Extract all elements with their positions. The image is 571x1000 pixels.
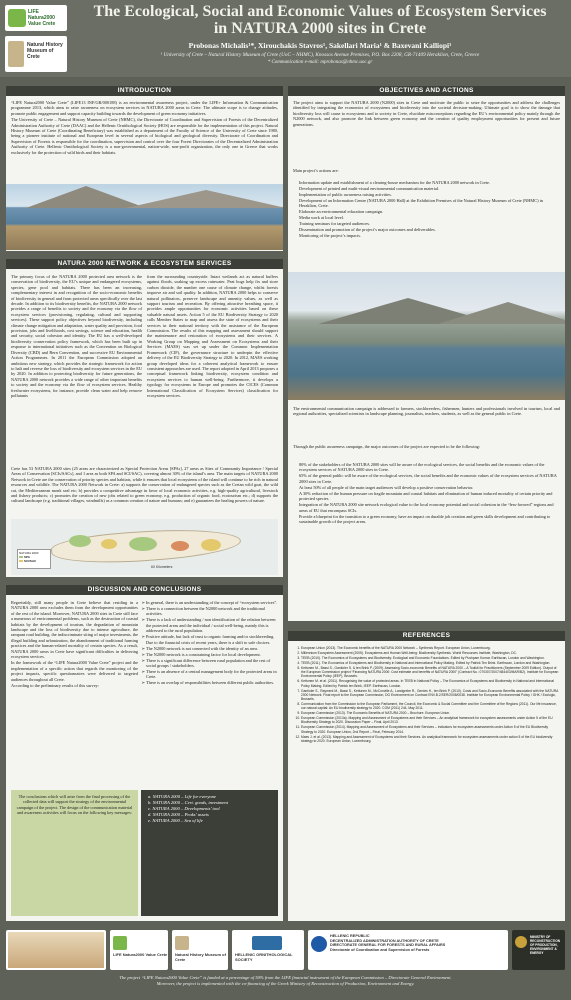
reference-item: 5. Kettunen M., Bassi S., Gantioler S. & ten Brink P. (2009). Assessing Socio-economic Benefits of NATURA 2000 – A Toolkit for Practitioners (September 2009 Edition). Output of the European Commission project “Financing NATURA 2000: Cost estimate and benefits of NATURA 2000” (Contract No.: 070307/2007/484403/MAR/B2). Institute for European Environmental Policy (IEEP), Brussels. [301,666,561,679]
poster-header [0,0,571,77]
discussion-paragraph: In the framework of the “LIFE Natura2000 Value Crete” project and the implementation of a specific action that regards the monitoring of the project impacts, specific questionnaires were delivered to targeted audiences throughout all Crete. [11,660,138,682]
objectives-text: The project aims to support the NATURA 2000 (N2000) sites in Crete and motivate the public to seize the opportunities and address the challenges identified by integrating the economics of ecosystems and biodiversity into the societal decision-making. Ultimate goal is to show the damage that biodiversity loss will cause to ecosystems and to society in Crete, elucidate misconceptions regarding the EU’s environmental policy mainly through the N2000 network, and also promote the link between green economy and the creation of quality employment opportunities for present and future generations. [293,100,560,127]
list-item: ➢ There is an overlap of responsibilities between different public authorities. [146,680,278,685]
communication-email: * Communication e-mail: mprobonas@nhmc.uoc.gr [267,60,373,65]
museum-logo [5,36,67,72]
list-item: ▪ Integration of the NATURA 2000 site network ecological value to the local economy potential and social cohesion in the “less-favored” regions and areas of EU that encompass SCIs. [299,502,560,513]
crete-village-photo [6,930,106,970]
museum-logo-footer [172,930,228,970]
logo-text: Directorate of Coordination and Supervision of Forests [330,947,430,952]
reference-item: 12. Maes J. et al. (2013). Mapping and Assessment of Ecosystems and their Services. An analytical framework for ecosystem assessments under action 5 of the EU biodiversity strategy to 2020. European Union, Luxembourg. [301,735,561,743]
reference-item: 7. Gantioler S., Rayment M., Bassi S., Kettunen M., McConville A., Landgrebe R., Gerdes H., ten Brink P. (2010). Costs and Socio-Economic Benefits associated with the NATURA 2000 Network. Final report to the European Commission, DG Environment on Contract ENV.B.2/SER/2008/0038. Institute for European Environmental Policy / GHK / Ecologic, Brussels. [301,689,561,702]
key-message: e. NATURA 2000 – Sea of life [148,818,203,823]
key-message: a. NATURA 2000 – Life for everyone [148,794,217,799]
life-logo-text: LIFE Natura2000 Value Crete [28,9,56,27]
mountain-lake-photo [288,272,565,400]
outcomes-list [293,462,560,618]
reference-item: 11. European Commission (2014). Mapping and Assessment of Ecosystems and their Services – Indicators for ecosystem assessments under Action 5 of the EU Biodiversity Strategy to 2020. European Union, 2nd Report – Final, February 2014. [301,725,561,733]
ministry-emblem-icon [515,936,527,948]
logo-text: HELLENIC ORNITHOLOGICAL SOCIETY [235,952,293,962]
introduction-text [11,100,278,182]
legend-item: SPA [24,555,30,559]
survey-results-list [140,600,278,785]
list-item: ▪ Information update and establishment of a clearing-house mechanism for the NATURA 2000 network in Crete. [299,180,560,185]
outcomes-intro-text: Through the public awareness campaign, the major outcomes of the project are expected to be the following: [293,444,480,449]
actions-list [293,180,560,270]
map-scale: 60 Kilometers [151,565,173,569]
daac-logo [308,930,508,970]
reference-item: 9. European Commission (2013). The Economic Benefits of NATURA 2000 – Brochure. European Union. [301,711,561,715]
bird-icon [252,936,282,950]
list-item: ➢ In general, there is an understanding of the concept of “ecosystem services”. [146,600,278,605]
key-message: c. NATURA 2000 – Developments’ tool [148,806,220,811]
list-item: ▪ Training seminars for targeted audiences. [299,221,560,226]
actions-title: Main project’s actions are: [293,168,339,173]
network-text-col2: from the surrounding countryside. Intact wetlands act as natural buffers against floods, soaking up excess rainwater. Peat bogs help fix and store carbon dioxide, the number one cause of climate change, whilst forests improve air and soil quality. In addition, NATURA 2000 helps to conserve natural pollinators, preserve landscape and amenity values, as well as support tourism and recreation. By offering attractive breathing space, it provides ample opportunities for economic activities based on these valuable natural assets. Action 5 of the EU Biodiversity Strategy to 2020 calls Member States to map and assess the state of ecosystems and their services in their national territory with the assistance of the European Commission. The results of this mapping and assessment should support the maintenance and restoration of ecosystems and their services. A Working Group on Mapping and Assessment on Ecosystems and their Services (MAES) was set up under the Common Implementation Framework (CIF), the governance structure to underpin the effective delivery of the EU Biodiversity Strategy to 2020. In 2012, MAES working group developed ideas for a coherent analytical framework to ensure consistent approaches are used. The report adopted in April 2013 proposes a conceptual framework linking biodiversity, ecosystem condition and ecosystem services to human well-being. Furthermore, it develops a typology for ecosystems in Europe and promotes the CICES (Common International Classification of Ecosystem Services) classification for ecosystem services. [147,274,278,398]
reference-item: 8. Communication from the Commission to the European Parliament, the Council, the Economic & Social Committee and the Committee of the Regions (2011). Our life insurance, our natural capital: An EU biodiversity strategy to 2020. COM (2011) 244, May 2011. [301,702,561,710]
discussion-text [11,600,138,785]
introduction-paragraph: The University of Crete – Natural History Museum of Crete (NHMC), the Directorate of Coordination and Supervision of Forests of the Decentralized Administration Authority of Crete (DAAC) and the Hellenic Ornithological Society (HOS) are responsible for the implementation of this project. Natural History Museum of Crete (Coordinating Beneficiary) was established as a department of the Faculty of Science of the University of Crete since 1980, being a pioneer institute of national and European level in several aspects of biological and geological diversity. Directorate of Coordination and Supervision of Forests is responsible for the coordination, supervision and control over the four Forest Directorates of the Decentralized Administration Authority of Crete. Hellenic Ornithological Society is a non-governmental, nation-wide, non-profit organization, the only one in Greece that works exclusively for the protection of wild birds and their habitats. [11,117,278,155]
reference-item: 10. European Commission (2013a). Mapping and Assessment of Ecosystems and their Services – An analytical framework for ecosystem assessments under Action 5 of the EU Biodiversity Strategy to 2020. Discussion Paper – Final, April 2013. [301,716,561,724]
footer-line: The project “LIFE Natura2000 Value Crete” is funded at a percentage of 50% from the LIFE financial instrument of the European Commission – Directorate General Environment. [119,975,452,980]
logo-text: Natural History Museum of Crete [175,952,226,962]
list-item: ▪ Monitoring of the project’s impacts. [299,233,560,238]
list-item: ➢ Positive attitude, but lack of trust to organic farming and/or stockbreeding. Due to the financial crisis of recent years, there is a shift to safe choices. [146,634,278,645]
funding-footer [0,975,571,987]
coast-photo [6,184,283,250]
list-item: ▪ Elaborate an environmental education campaign. [299,209,560,214]
greek-emblem-icon [311,936,327,952]
list-item: ➢ There is a connection between the N2000 network and the traditional activities. [146,606,278,617]
campaign-audience-text: The environmental communication campaign is addressed to farmers, stockbreeders, fishermen, hunters and professionals involved in tourism, local and regional authorities, specialized scientists in landscape planning, journalists, teachers, students, as well as the general public in Crete. [293,406,560,417]
reference-item: 6. Kettunen M. et al. (2011). Recognising the value of protected areas. In TEEB in National Policy – The Economics of Ecosystems and Biodiversity in National and International Policy Making. Edited by Patrick ten Brink, IEEP. Earthscan, London. [301,679,561,687]
logo-text: DECENTRALIZED ADMINISTRATION AUTHORITY OF CRETE [330,938,439,943]
poster-title [75,3,565,37]
key-messages-intro: The conclusions which will arise from the final processing of the collected data will support the strategy of the environmental campaign of the project. The design of the communication material and awareness activities will focus on the following key messages: [16,794,133,816]
list-item: ➢ There is a significant difference between rural population and the rest of social groups / stakeholders. [146,658,278,669]
life-logo [5,5,67,31]
list-item: ▪ Development of printed and multi-visual environmental communication material. [299,186,560,191]
logo-text: MINISTRY OF RECONSTRUCTION OF PRODUCTION, ENVIRONMENT & ENERGY [530,935,561,955]
network-heading: NATURA 2000 NETWORK & ECOSYSTEM SERVICES [6,259,283,269]
objectives-heading: OBJECTIVES AND ACTIONS [288,86,565,96]
list-item: ▪ Dissemination and promotion of the project’s major outcomes and deliverables. [299,227,560,232]
key-message: d. NATURA 2000 – Peaks’ assets [148,812,209,817]
logo-text: HELLENIC REPUBLIC [330,934,370,938]
logo-text: DIRECTORATE GENERAL FOR FORESTS AND RURAL AFFAIRS [330,943,446,948]
life-leaf-icon [113,936,127,950]
footer-line: Moreover, the project is implemented with the co-financing of the Greek Ministry of Reconstruction of Production, Environment and Energy. [156,981,415,986]
introduction-paragraph: “LIFE Natura2000 Value Crete” (LIFE13 INF/GR/000188) is an environmental awareness project, under the LIFE+ Information & Communication programme 2013, which aims to raise awareness on ecosystem services in NATURA 2000 areas in Crete. The ultimate scope is to change attitudes, promote public engagement and support capacity building towards the development of green economy initiatives. [11,100,278,116]
introduction-heading: INTRODUCTION [6,86,283,96]
logo-text: LIFE Natura2000 Value Crete [113,952,168,957]
list-item: ➢ There is a lack of understanding / non identification of the relation between the protected areas and the individual / social well-being, mainly this is addressed to the rural population. [146,617,278,633]
discussion-paragraph: Regrettably, still many people in Crete believe that residing in a NATURA 2000 area excludes them from the development opportunities of the rest of the island. Moreover, NATURA 2000 sites in Crete still face a numerous of environmental problems, such as the destruction of coastal habitats by the development of tourism, the degradation of mountain landscape and the loss of biodiversity due to intense agriculture, the rampant road building, the indiscriminate siting of major investments, the illegal building and urbanization, the abandonment of traditional farming practices and the human-related mortality of certain species. As a result, NATURA 2000 areas in Crete have significant difficulties in delivering ecosystem services. [11,600,138,660]
list-item: ▪ At least 50% of all people of the main target audiences will develop a positive conservation behavior. [299,485,560,490]
list-item: ▪ 65% of the general public will be aware of the ecological services, the social benefits and the economic values of the ecosystem services of NATURA 2000 sites in Crete. [299,473,560,484]
life-natura-logo [110,930,168,970]
authors: Probonas Michalis¹*, Xirouchakis Stavros¹, Sakellari Maria¹ & Baxevani Kalliopi¹ [188,41,452,50]
hos-logo [232,930,304,970]
museum-fossil-icon [175,936,189,950]
crete-natura-text: Crete has 53 NATURA 2000 sites (25 areas are characterized as Special Protection Areas [SPAs], 27 areas as Sites of Community Importance / Special Areas of Conservation [SCIs/SACs], and 1 area as both SPA and SCI/SAC), covering almost 30% of the island’s area. The main targets of NATURA 2000 Network in Crete are the conservation of priority species and habitats, while it ensures that local ecosystems of the island will continue to be rich in natural resources and wildlife. The NATURA 2000 Network in Crete: a) supports the conservation of endangered species such as the Cretan wild goat, the wild cat, the Mediterranean monk seal etc; b) provides a competitive advantage in favor of local economic activities, e.g. high-quality agricultural, livestock and fishery products; c) promotes the creation of new jobs related to green economy, e.g. production of organic food, ecotourism etc.; d) supports the cultural landscape (e.g. traditional villages, windmills) as a common creation of nature and humans; and e) guarantees the healing powers of nature. [11,466,278,504]
crete-natura-map [11,519,278,575]
discussion-paragraph: According to the preliminary results of this survey: [11,683,99,689]
museum-logo-text: Natural History Museum of Crete [27,42,63,60]
key-messages-list [148,794,274,824]
list-item: ▪ Media work at local level. [299,215,560,220]
ministry-logo [512,930,565,970]
reference-item: 4. TEEB (2011). The Economics of Ecosystems and Biodiversity in National and International Policy Making. Edited by Patrick Ten Brink. Earthscan, London and Washington. [301,661,561,665]
partner-logos [6,930,565,970]
title-line-2: in NATURA 2000 sites in Crete [213,20,427,37]
reference-item: 3. TEEB (2010). The Economics of Ecosystems and Biodiversity: Ecological and Economic Foundations. Edited by Pushpam Kumar. Earthscan, London and Washington. [301,656,561,660]
museum-fossil-icon [8,41,24,67]
list-item: ➢ The N2000 network is not connected with the identity of an area. [146,646,278,651]
affiliation: ¹ University of Crete – Natural History Museum of Crete (UoC – NHMC), Knossos Avenue Premises, P.O. Box 2208, GR-71409 Heraklion, Crete, Greece [160,52,480,58]
title-line-1: The Ecological, Social and Economic Values of Ecosystem Services [93,3,547,20]
reference-item: 1. European Union (2013). The Economic benefits of the NATURA 2000 Network – Synthesis Report. European Union, Luxembourg. [301,646,561,650]
references-heading: REFERENCES [288,631,565,641]
list-item: ➢ There is an absence of a central management body for the protected areas in Crete. [146,669,278,680]
references-list [293,646,561,918]
network-text-col1: The primary focus of the NATURA 2000 protected area network is the conservation of biodiversity, the EU’s unique and endangered ecosystems, species, gene pool and habitats. There has been an increasing, complementary interest in and recognition of the socio-economic benefits of biodiversity in general and from protected areas specifically over the last decade. In addition to its biodiversity benefits, the NATURA 2000 network provides a range of benefits to society and the economy via the flow of ecosystem services (provisioning, regulating, cultural and supporting services). These support policy objectives beyond biodiversity, including climate change mitigation and adaptation, water quality and provision, food provision, jobs and livelihoods, cost savings, science and education, health and security, social cohesion and identity. The EU has a well-developed biodiversity conservation policy framework, which has been built up in response to international initiatives such as the Convention on Biological Diversity (CBD) and Bern Convention, and successive EU Environmental Action Programmes. In 2011 the European Commission adopted an ambitious new strategy, which provides the strategic framework for action to halt and reverse the loss of biodiversity and ecosystem services in the EU by 2020. In addition to protecting biodiversity for future generations, the NATURA 2000 network provides a wide range of other important benefits to society and the economy via the flow of ecosystem services. Healthy freshwater ecosystems, for instance, provide clean water and help remove pollutants [11,274,142,398]
list-item: ▪ 80% of the stakeholders of the NATURA 2000 sites will be aware of the ecological services, the social benefits and the economic values of the ecosystem services of NATURA 2000 sites in Crete. [299,462,560,473]
list-item: ▪ Implementation of public awareness raising activities. [299,192,560,197]
list-item: ➢ The N2000 network is a constraining factor for local development. [146,652,278,657]
legend-item: SCI/SAC [24,559,37,563]
map-legend-title: NATURA 2000 [19,551,39,555]
map-legend [17,549,51,569]
list-item: ▪ Provide a blueprint for the transition to a green economy, have an impact on durable job creation and green skills development and contributing to sustainable growth of the project areas. [299,514,560,525]
life-leaf-icon [8,9,26,27]
discussion-heading: DISCUSSION AND CONCLUSIONS [6,585,283,595]
list-item: ▪ A 30% reduction of the human pressure on fragile mountain and coastal habitats and elimination of human induced mortality of certain priority and protected species. [299,491,560,502]
reference-item: 2. Millennium Ecosystem Assessment (2005). Ecosystems and Human Well-being: Biodiversity Synthesis. World Resources Institute, Washington, DC. [301,651,561,655]
key-message: b. NATURA 2000 – Cert. goods, investment [148,800,229,805]
list-item: ▪ Development of an Information Centre (NATURA 2000 Hall) at the Exhibition Premises of the Natural History Museum of Crete (NHMC) in Heraklion, Crete. [299,198,560,209]
